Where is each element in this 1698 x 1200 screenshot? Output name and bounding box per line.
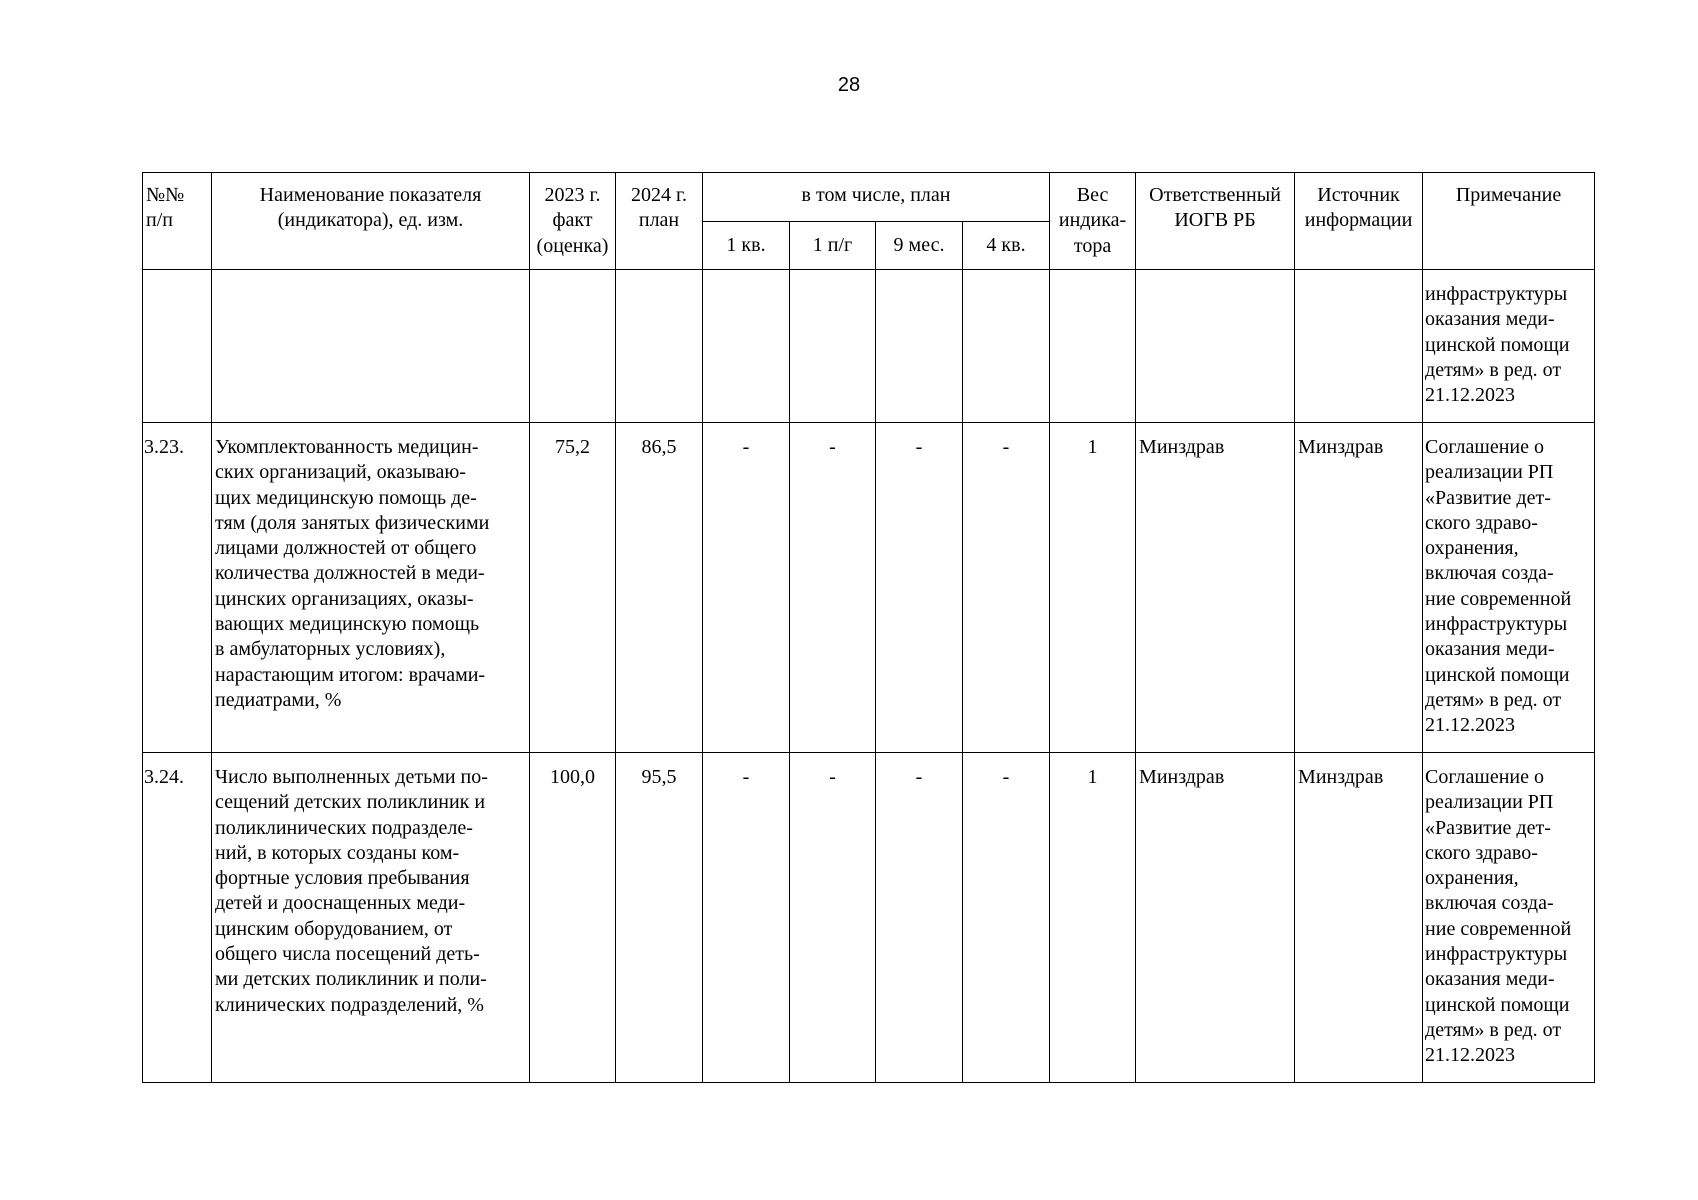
cell-plan-2024 — [616, 270, 703, 423]
cell-note: инфраструктуры оказания меди- цинской помощи детям» в ред. от 21.12.2023 — [1423, 270, 1595, 423]
cell-responsible: Минздрав — [1136, 423, 1295, 753]
cell-responsible: Минздрав — [1136, 753, 1295, 1083]
table-row-continuation — [143, 270, 1595, 423]
cell-plan-2024: 95,5 — [616, 753, 703, 1083]
header-plan-2024: 2024 г. план — [616, 173, 703, 270]
header-fact-2023: 2023 г. факт (оценка) — [530, 173, 616, 270]
cell-name: Число выполненных детьми по- сещений детских поликлиник и поликлинических подразделе- ний, в которых созданы ком- фортные условия пребывания детей и дооснащенных меди- цинским оборудованием, от общего числа посещений деть- ми детских поликлиник и поли- клинических подразделений, % — [212, 753, 530, 1083]
cell-num — [143, 270, 212, 423]
cell-fact-2023: 75,2 — [530, 423, 616, 753]
cell-fact-2023 — [530, 270, 616, 423]
cell-9m: - — [876, 753, 963, 1083]
cell-q1 — [703, 270, 790, 423]
page-number: 28 — [837, 74, 861, 96]
cell-num: 3.23. — [143, 423, 212, 753]
header-source: Источник информации — [1295, 173, 1423, 270]
cell-name — [212, 270, 530, 423]
header-incl-plan: в том числе, план — [703, 173, 1050, 222]
cell-q4 — [963, 270, 1050, 423]
cell-h1: - — [790, 753, 876, 1083]
cell-q1: - — [703, 753, 790, 1083]
cell-responsible — [1136, 270, 1295, 423]
indicators-table — [142, 172, 1595, 1083]
header-name: Наименование показателя (индикатора), ед. изм. — [212, 173, 530, 270]
header-q1: 1 кв. — [703, 222, 790, 270]
header-responsible: Ответственный ИОГВ РБ — [1136, 173, 1295, 270]
cell-plan-2024: 86,5 — [616, 423, 703, 753]
header-num: №№ п/п — [143, 173, 212, 270]
table-row — [143, 753, 1595, 1083]
header-q4: 4 кв. — [963, 222, 1050, 270]
cell-note: Соглашение о реализации РП «Развитие дет- ского здраво- охранения, включая созда- ние современной инфраструктуры оказания меди- цинской помощи детям» в ред. от 21.12.2023 — [1423, 753, 1595, 1083]
cell-9m — [876, 270, 963, 423]
cell-fact-2023: 100,0 — [530, 753, 616, 1083]
cell-source: Минздрав — [1295, 423, 1423, 753]
cell-q1: - — [703, 423, 790, 753]
header-note: Примечание — [1423, 173, 1595, 270]
cell-weight: 1 — [1050, 753, 1136, 1083]
header-9m: 9 мес. — [876, 222, 963, 270]
table-row — [143, 423, 1595, 753]
cell-h1 — [790, 270, 876, 423]
cell-note: Соглашение о реализации РП «Развитие дет- ского здраво- охранения, включая созда- ние современной инфраструктуры оказания меди- цинской помощи детям» в ред. от 21.12.2023 — [1423, 423, 1595, 753]
cell-weight — [1050, 270, 1136, 423]
cell-source — [1295, 270, 1423, 423]
header-h1: 1 п/г — [790, 222, 876, 270]
header-weight: Вес индика- тора — [1050, 173, 1136, 270]
cell-h1: - — [790, 423, 876, 753]
cell-q4: - — [963, 423, 1050, 753]
cell-source: Минздрав — [1295, 753, 1423, 1083]
cell-num: 3.24. — [143, 753, 212, 1083]
cell-9m: - — [876, 423, 963, 753]
cell-weight: 1 — [1050, 423, 1136, 753]
cell-q4: - — [963, 753, 1050, 1083]
cell-name: Укомплектованность медицин- ских организаций, оказываю- щих медицинскую помощь де- тям (доля занятых физическими лицами должностей от общего количества должностей в меди- цинских организациях, оказы- вающих медицинскую помощь в амбулаторных условиях), нарастающим итогом: врачами- педиатрами, % — [212, 423, 530, 753]
